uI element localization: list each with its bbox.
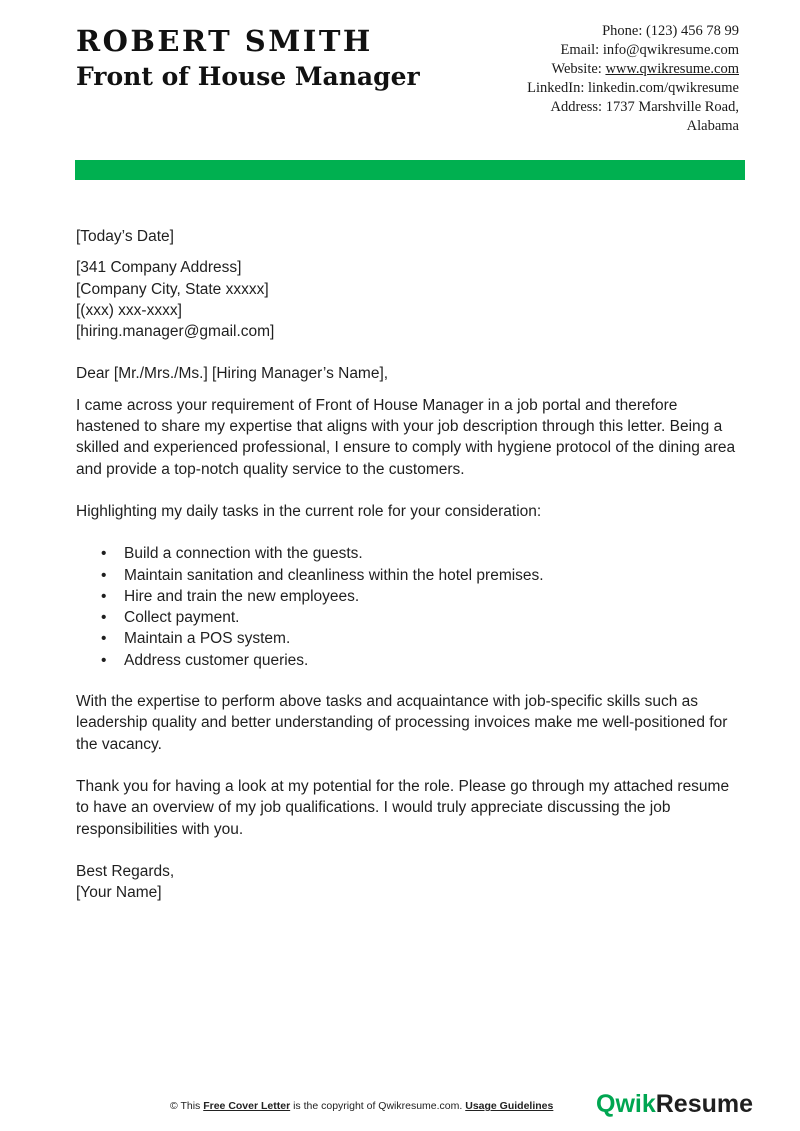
contact-address-line1: Address: 1737 Marshville Road,: [550, 99, 739, 115]
list-item-text: Maintain sanitation and cleanliness within the hotel premises.: [124, 566, 544, 584]
bullet-icon: •: [101, 630, 107, 648]
candidate-name: ROBERT SMITH: [76, 24, 373, 58]
bullet-icon: •: [101, 609, 107, 627]
logo-part-qwik: Qwik: [596, 1090, 656, 1118]
contact-website: [439, 60, 739, 79]
tasks-list: [76, 543, 736, 671]
bullet-icon: •: [101, 651, 107, 669]
qwikresume-logo: [596, 1090, 753, 1119]
tasks-intro: Highlighting my daily tasks in the current role for your consideration:: [76, 502, 542, 520]
website-label: Website:: [551, 61, 606, 77]
bullet-icon: •: [101, 566, 107, 584]
paragraph-thanks: Thank you for having a look at my potential for the role. Please go through my attached resume to have an overview of my job qualifications. I would truly appreciate discussing the job responsibilities with you.: [76, 777, 730, 838]
bullet-icon: •: [101, 587, 107, 605]
recipient-line: [(xxx) xxx-xxxx]: [76, 301, 182, 319]
letter-body: [76, 226, 736, 903]
website-link[interactable]: www.qwikresume.com: [605, 61, 739, 77]
list-item: [76, 650, 736, 671]
letter-date: [Today’s Date]: [76, 228, 174, 245]
logo-part-resume: Resume: [655, 1090, 754, 1118]
free-cover-letter-link[interactable]: Free Cover Letter: [203, 1100, 291, 1112]
paragraph-intro: I came across your requirement of Front of House Manager in a job portal and therefore hastened to share my expertise that aligns with your job description through this letter. Being a skilled and experienced professional, I ensure to comply with hygiene protocol of the dining area and provide a top-notch quality service to the customers.: [76, 396, 736, 478]
usage-guidelines-link[interactable]: Usage Guidelines: [465, 1100, 554, 1112]
copyright-middle: is the copyright of Qwikresume.com.: [290, 1100, 466, 1112]
recipient-line: [341 Company Address]: [76, 259, 242, 277]
contact-phone: Phone: (123) 456 78 99: [602, 23, 739, 39]
contact-address-line2: Alabama: [686, 118, 739, 134]
list-item-text: Build a connection with the guests.: [124, 545, 363, 563]
salutation: Dear [Mr./Mrs./Ms.] [Hiring Manager’s Name],: [76, 365, 389, 383]
copyright-prefix: © This: [170, 1100, 204, 1112]
recipient-block: [76, 257, 736, 342]
bullet-icon: •: [101, 545, 107, 563]
contact-block: [439, 22, 739, 136]
list-item: [76, 586, 736, 607]
list-item: [76, 565, 736, 586]
contact-email: Email: info@qwikresume.com: [560, 42, 739, 58]
list-item: [76, 607, 736, 628]
list-item-text: Collect payment.: [124, 609, 240, 627]
paragraph-expertise: With the expertise to perform above tasks and acquaintance with job-specific skills such as leadership quality and better understanding of processing invoices make me well-positioned for the vacancy.: [76, 693, 728, 753]
copyright-note: [170, 1100, 553, 1112]
recipient-line: [hiring.manager@gmail.com]: [76, 323, 275, 341]
list-item: [76, 628, 736, 649]
list-item-text: Maintain a POS system.: [124, 630, 291, 648]
header-divider-bar: [75, 160, 745, 180]
list-item-text: Address customer queries.: [124, 651, 309, 669]
signature: [Your Name]: [76, 884, 162, 902]
list-item-text: Hire and train the new employees.: [124, 587, 360, 605]
recipient-line: [Company City, State xxxxx]: [76, 280, 269, 298]
list-item: [76, 543, 736, 564]
closing: Best Regards,: [76, 862, 175, 880]
footer: [0, 1090, 800, 1130]
job-title: Front of House Manager: [76, 62, 420, 91]
contact-linkedin: LinkedIn: linkedin.com/qwikresume: [527, 80, 739, 96]
